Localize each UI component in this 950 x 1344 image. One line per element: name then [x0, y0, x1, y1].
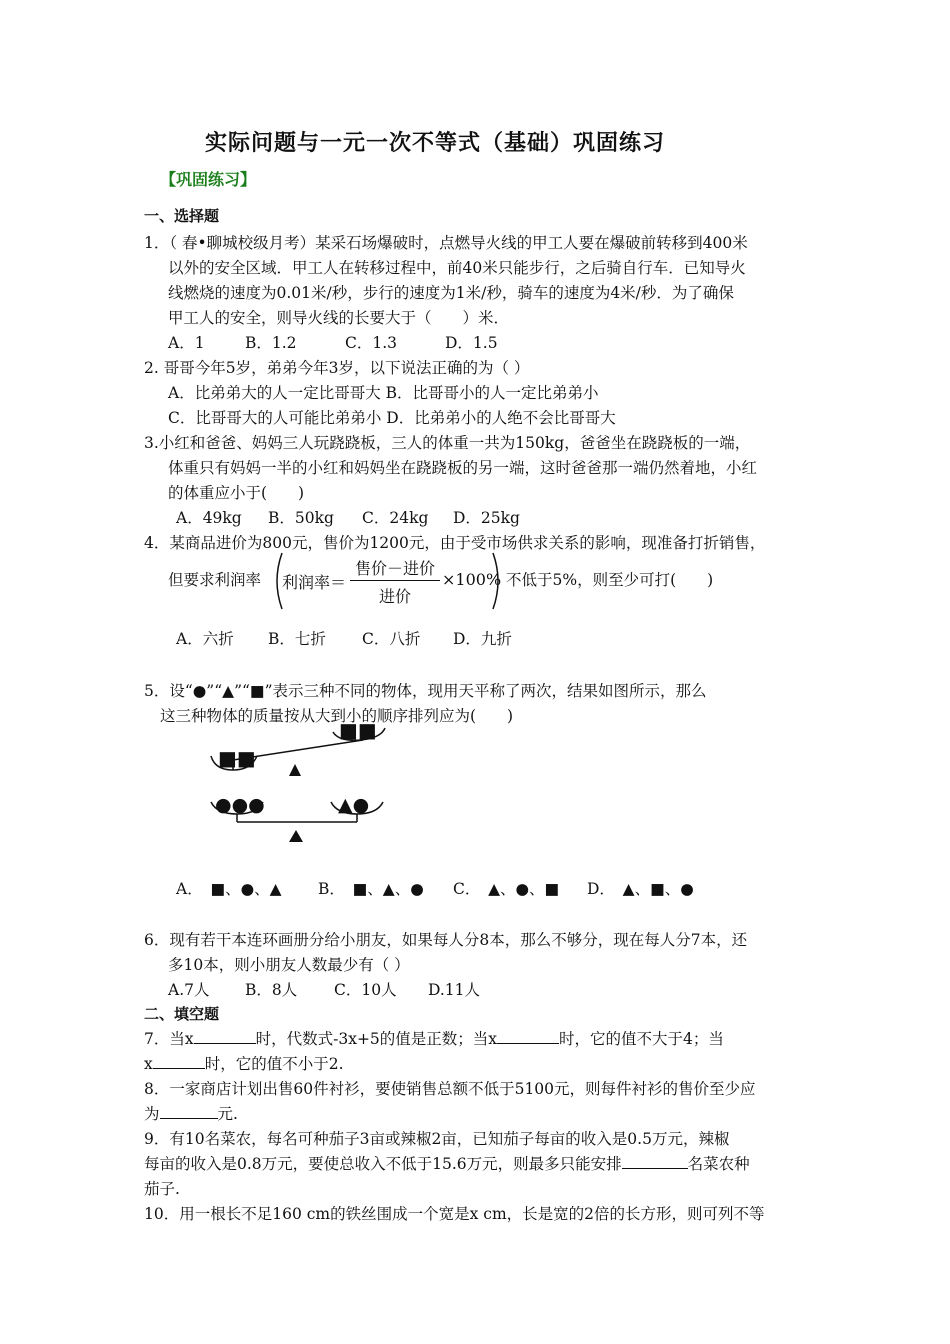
q6-line-2: 多10本，则小朋友人数最少有（ ）: [168, 956, 410, 974]
q10-line-1: 10．用一根长不足160 cm的铁丝围成一个宽是x cm，长是宽的2倍的长方形，则可列不等: [144, 1205, 765, 1223]
q9-text-b: 名菜农种: [687, 1155, 750, 1173]
q5-option-c: C． ▲、●、■: [453, 880, 560, 898]
part2-heading: 二、填空题: [144, 1005, 220, 1023]
q1-line-3: 线燃烧的速度为0.01米/秒，步行的速度为1米/秒，骑车的速度为4米/秒．为了确保: [168, 284, 734, 302]
part1-heading: 一、选择题: [144, 207, 220, 225]
q5-option-a: A． ■、●、▲: [176, 880, 282, 898]
page-title: 实际问题与一元一次不等式（基础）巩固练习: [205, 130, 666, 156]
balance-2-fulcrum-icon: [289, 830, 303, 842]
q1-option-b: B．1.2: [245, 334, 297, 352]
q6-option-c: C．10人: [334, 981, 397, 999]
formula-denominator: 进价: [378, 587, 411, 606]
q3-line-3: 的体重应小于( ): [168, 484, 305, 502]
q1-line-1: 1．（ 春•聊城校级月考）某采石场爆破时，点燃导火线的甲工人要在爆破前转移到400米: [144, 234, 748, 252]
balance-2-right-items: ▲●: [338, 794, 370, 816]
q7-line-1: [144, 1027, 724, 1049]
q8-text-a: 为: [144, 1105, 160, 1123]
q3-option-a: A．49kg: [176, 509, 242, 527]
balance-2-left-items: ●●●: [215, 794, 265, 816]
q4-option-d: D．九折: [453, 630, 512, 648]
q3-line-1: 3.小红和爸爸、妈妈三人玩跷跷板，三人的体重一共为150kg，爸爸坐在跷跷板的一端，: [144, 434, 751, 452]
q7-text-e: 时，它的值不小于2.: [204, 1055, 344, 1073]
q3-option-d: D．25kg: [453, 509, 520, 527]
q3-option-b: B．50kg: [268, 509, 334, 527]
q4-option-b: B．七折: [268, 630, 326, 648]
q5-option-d: D． ▲、■、●: [587, 880, 694, 898]
q6-option-a: A.7人: [168, 981, 210, 999]
q6-option-d: D.11人: [428, 981, 481, 999]
q8-text-b: 元.: [217, 1105, 238, 1123]
q1-option-c: C．1.3: [345, 334, 398, 352]
q9-line-1: 9．有10名菜农，每名可种茄子3亩或辣椒2亩，已知茄子每亩的收入是0.5万元，辣椒: [144, 1130, 730, 1148]
q7-text-d: x: [144, 1055, 153, 1073]
q7-text-c: 时，它的值不大于4；当: [559, 1030, 724, 1048]
q5-line-2: 这三种物体的质量按从大到小的顺序排列应为( ): [160, 707, 514, 725]
formula-left: 利润率＝: [282, 573, 347, 592]
q8-line-2: [144, 1102, 238, 1124]
q2-stem: 2. 哥哥今年5岁，弟弟今年3岁，以下说法正确的为（ ）: [144, 359, 530, 377]
q4-line-1: 4．某商品进价为800元，售价为1200元，由于受市场供求关系的影响，现准备打折销售，: [144, 534, 766, 552]
q7-text-a: 7．当x: [144, 1030, 194, 1048]
q6-line-1: 6．现有若干本连环画册分给小朋友，如果每人分8本，那么不够分，现在每人分7本，还: [144, 931, 748, 949]
balance-1-fulcrum-icon: [289, 764, 301, 776]
q9-text-a: 每亩的收入是0.8万元，要使总收入不低于15.6万元，则最多只能安排: [144, 1155, 622, 1173]
q3-line-2: 体重只有妈妈一半的小红和妈妈坐在跷跷板的另一端，这时爸爸那一端仍然着地，小红: [168, 459, 758, 477]
q7-blank-2[interactable]: [497, 1027, 559, 1044]
q8-line-1: 8．一家商店计划出售60件衬衫，要使销售总额不低于5100元，则每件衬衫的售价至少应: [144, 1080, 756, 1098]
q2-options-1: A．比弟弟大的人一定比哥哥大 B．比哥哥小的人一定比弟弟小: [168, 384, 599, 402]
q7-text-b: 时，代数式-3x+5的值是正数；当x: [255, 1030, 498, 1048]
q5-option-b: B． ■、▲、●: [318, 880, 424, 898]
q8-blank[interactable]: [160, 1102, 218, 1119]
profit-rate-formula: [270, 552, 505, 612]
q1-option-a: A．1: [168, 334, 205, 352]
q4-prefix: 但要求利润率: [168, 571, 262, 589]
q6-option-b: B．8人: [245, 981, 298, 999]
balance-1-right-items: ■■: [339, 718, 377, 742]
q4-option-a: A．六折: [176, 630, 234, 648]
q5-line-1: 5．设“●”“▲”“■”表示三种不同的物体，现用天平称了两次，结果如图所示，那么: [144, 682, 707, 700]
balance-1: [211, 718, 385, 776]
q7-blank-1[interactable]: [194, 1027, 256, 1044]
q7-blank-3[interactable]: [153, 1052, 205, 1069]
section-label: 【巩固练习】: [160, 170, 257, 189]
formula-numerator: 售价－进价: [354, 559, 435, 578]
q2-options-2: C．比哥哥大的人可能比弟弟小 D．比弟弟小的人绝不会比哥哥大: [168, 409, 616, 427]
q7-line-2: [144, 1052, 344, 1074]
q4-option-c: C．八折: [362, 630, 421, 648]
formula-right: ×100%: [442, 570, 502, 589]
q9-blank[interactable]: [622, 1152, 688, 1169]
q4-suffix: 不低于5%，则至少可打( ): [506, 571, 714, 589]
q1-option-d: D．1.5: [445, 334, 498, 352]
q3-option-c: C．24kg: [362, 509, 429, 527]
balance-1-left-items: ■■: [218, 746, 256, 770]
balance-2: [211, 794, 383, 842]
right-paren-icon: [491, 552, 505, 610]
fraction-bar: [350, 580, 440, 581]
q9-line-2: [144, 1152, 750, 1174]
balance-figure: [205, 718, 395, 848]
q1-line-2: 以外的安全区域．甲工人在转移过程中，前40米只能步行，之后骑自行车．已知导火: [168, 259, 746, 277]
q9-line-3: 茄子.: [144, 1180, 180, 1198]
q1-line-4: 甲工人的安全，则导火线的长要大于（ ）米．: [168, 309, 510, 327]
